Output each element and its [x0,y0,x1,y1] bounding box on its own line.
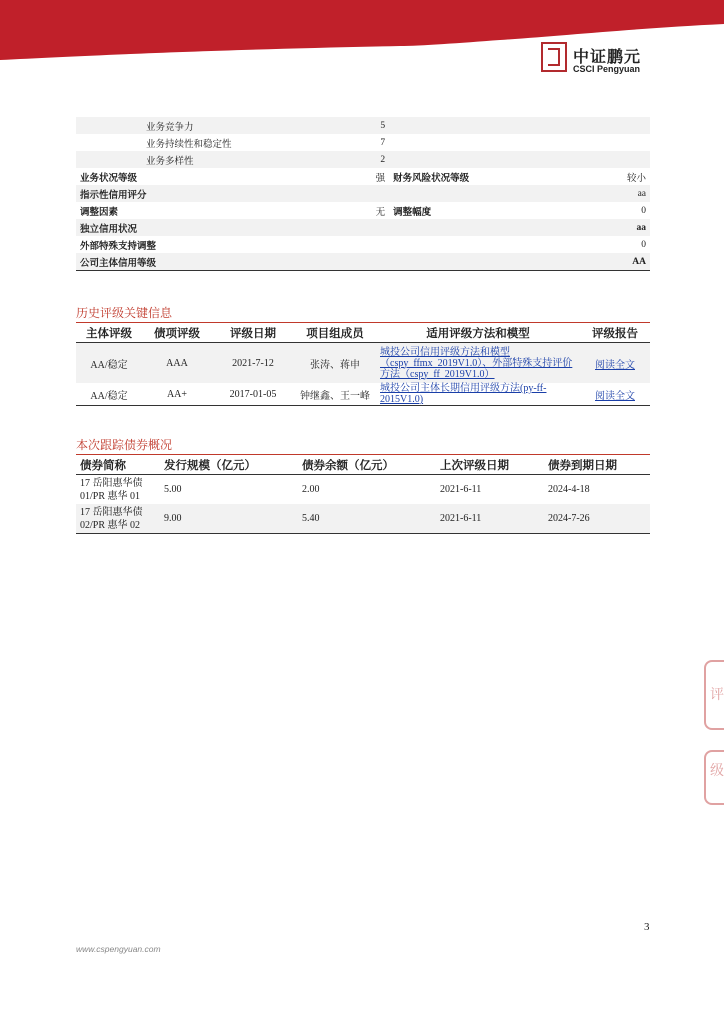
score-label-right [389,253,545,271]
score-value-right [545,117,650,134]
score-label: 业务多样性 [76,151,372,168]
column-header: 适用评级方法和模型 [376,323,580,343]
logo-mark-icon [541,42,567,72]
score-value: 无 [375,207,386,218]
logo-text-cn: 中证鹏元 [573,47,642,66]
score-label-right [389,117,545,134]
team-members: 张涛、蒋申 [294,343,376,384]
issuer-rating: AA/稳定 [76,343,142,384]
method-link[interactable]: 城投公司主体长期信用评级方法(py-ff-2015V1.0) [376,383,580,406]
table-header-row [76,455,650,475]
logo-text-en: CSCI Pengyuan [573,64,641,74]
table-row [76,343,650,384]
score-label: 公司主体信用等级 [76,253,372,271]
score-label: 外部特殊支持调整 [80,240,157,252]
maturity-date: 2024-7-26 [544,504,650,534]
column-header: 发行规模（亿元） [160,455,298,475]
score-label-right [389,151,545,168]
table-row [76,475,650,505]
score-label: 调整因素 [80,206,119,218]
rating-date: 2017-01-05 [212,383,294,406]
table-header-row [76,323,650,343]
bond-name: 17 岳阳惠华债 02/PR 惠华 02 [76,504,160,534]
score-value: 7 [380,137,386,148]
seal-stamp-top: 评 [704,660,724,730]
score-label-right [389,219,545,236]
score-label-right: 调整幅度 [393,206,432,218]
score-value-right: 0 [641,239,646,250]
column-header: 债券到期日期 [544,455,650,475]
column-header: 债项评级 [142,323,212,343]
score-value: 5 [372,117,390,134]
column-header: 上次评级日期 [436,455,544,475]
last-rating-date: 2021-6-11 [440,484,482,495]
score-label-right [389,185,545,202]
table-row [76,134,650,151]
column-header: 主体评级 [76,323,142,343]
score-label: 业务状况等级 [80,172,138,184]
column-header: 评级报告 [580,323,650,343]
table-row [76,236,650,253]
score-value-right: aa [545,185,650,202]
table-row [76,253,650,271]
score-label-right [389,134,545,151]
bond-rating: AAA [142,343,212,384]
maturity-date: 2024-4-18 [548,484,590,495]
score-value-right: aa [545,219,650,236]
method-link[interactable]: 城投公司信用评级方法和模型（cspy_ffmx_2019V1.0）、外部特殊支持评价方法（cspy_ff_2019V1.0） [376,343,580,384]
score-label: 业务竞争力 [76,117,372,134]
score-value [372,185,390,202]
issue-size: 9.00 [160,504,298,534]
bond-rating: AA+ [142,383,212,406]
score-value [372,253,390,271]
team-members: 钟继鑫、王一峰 [294,383,376,406]
column-header: 评级日期 [212,323,294,343]
score-label-right: 财务风险状况等级 [393,172,470,184]
column-header: 债券余额（亿元） [298,455,436,475]
report-link[interactable]: 阅读全文 [580,383,650,406]
table-row [76,383,650,406]
bonds-table [76,455,650,534]
score-value-right: 0 [641,205,646,216]
table-row [76,168,650,185]
page-number: 3 [644,921,650,933]
table-row [76,219,650,236]
footer-url[interactable]: www.cspengyuan.com [76,944,161,954]
score-value [372,219,390,236]
score-value-right [545,151,650,168]
issuer-rating: AA/稳定 [76,383,142,406]
history-section-title: 历史评级关键信息 [76,306,173,320]
score-label: 指示性信用评分 [76,185,372,202]
bond-name: 17 岳阳惠华债 01/PR 惠华 01 [80,477,143,502]
table-row [76,202,650,219]
score-value-right: AA [545,253,650,271]
report-link[interactable]: 阅读全文 [580,343,650,384]
score-value-right [545,134,650,151]
score-table [76,117,650,271]
bond-balance: 5.40 [298,504,436,534]
score-value [372,236,390,253]
column-header: 项目组成员 [294,323,376,343]
company-logo [541,42,651,76]
last-rating-date: 2021-6-11 [436,504,544,534]
score-value: 强 [375,173,386,184]
issue-size: 5.00 [164,484,182,495]
column-header: 债券简称 [76,455,160,475]
bond-balance: 2.00 [302,484,320,495]
score-label: 独立信用状况 [76,219,372,236]
table-row [76,185,650,202]
history-table [76,323,650,406]
score-label-right [389,236,545,253]
score-label: 业务持续性和稳定性 [146,138,232,150]
table-row [76,504,650,534]
score-value-right: 较小 [626,173,646,184]
table-row [76,117,650,134]
table-row [76,151,650,168]
seal-stamp-bottom: 级 [704,750,724,805]
bonds-section-title: 本次跟踪债券概况 [76,438,173,452]
rating-date: 2021-7-12 [212,343,294,384]
score-value: 2 [372,151,390,168]
